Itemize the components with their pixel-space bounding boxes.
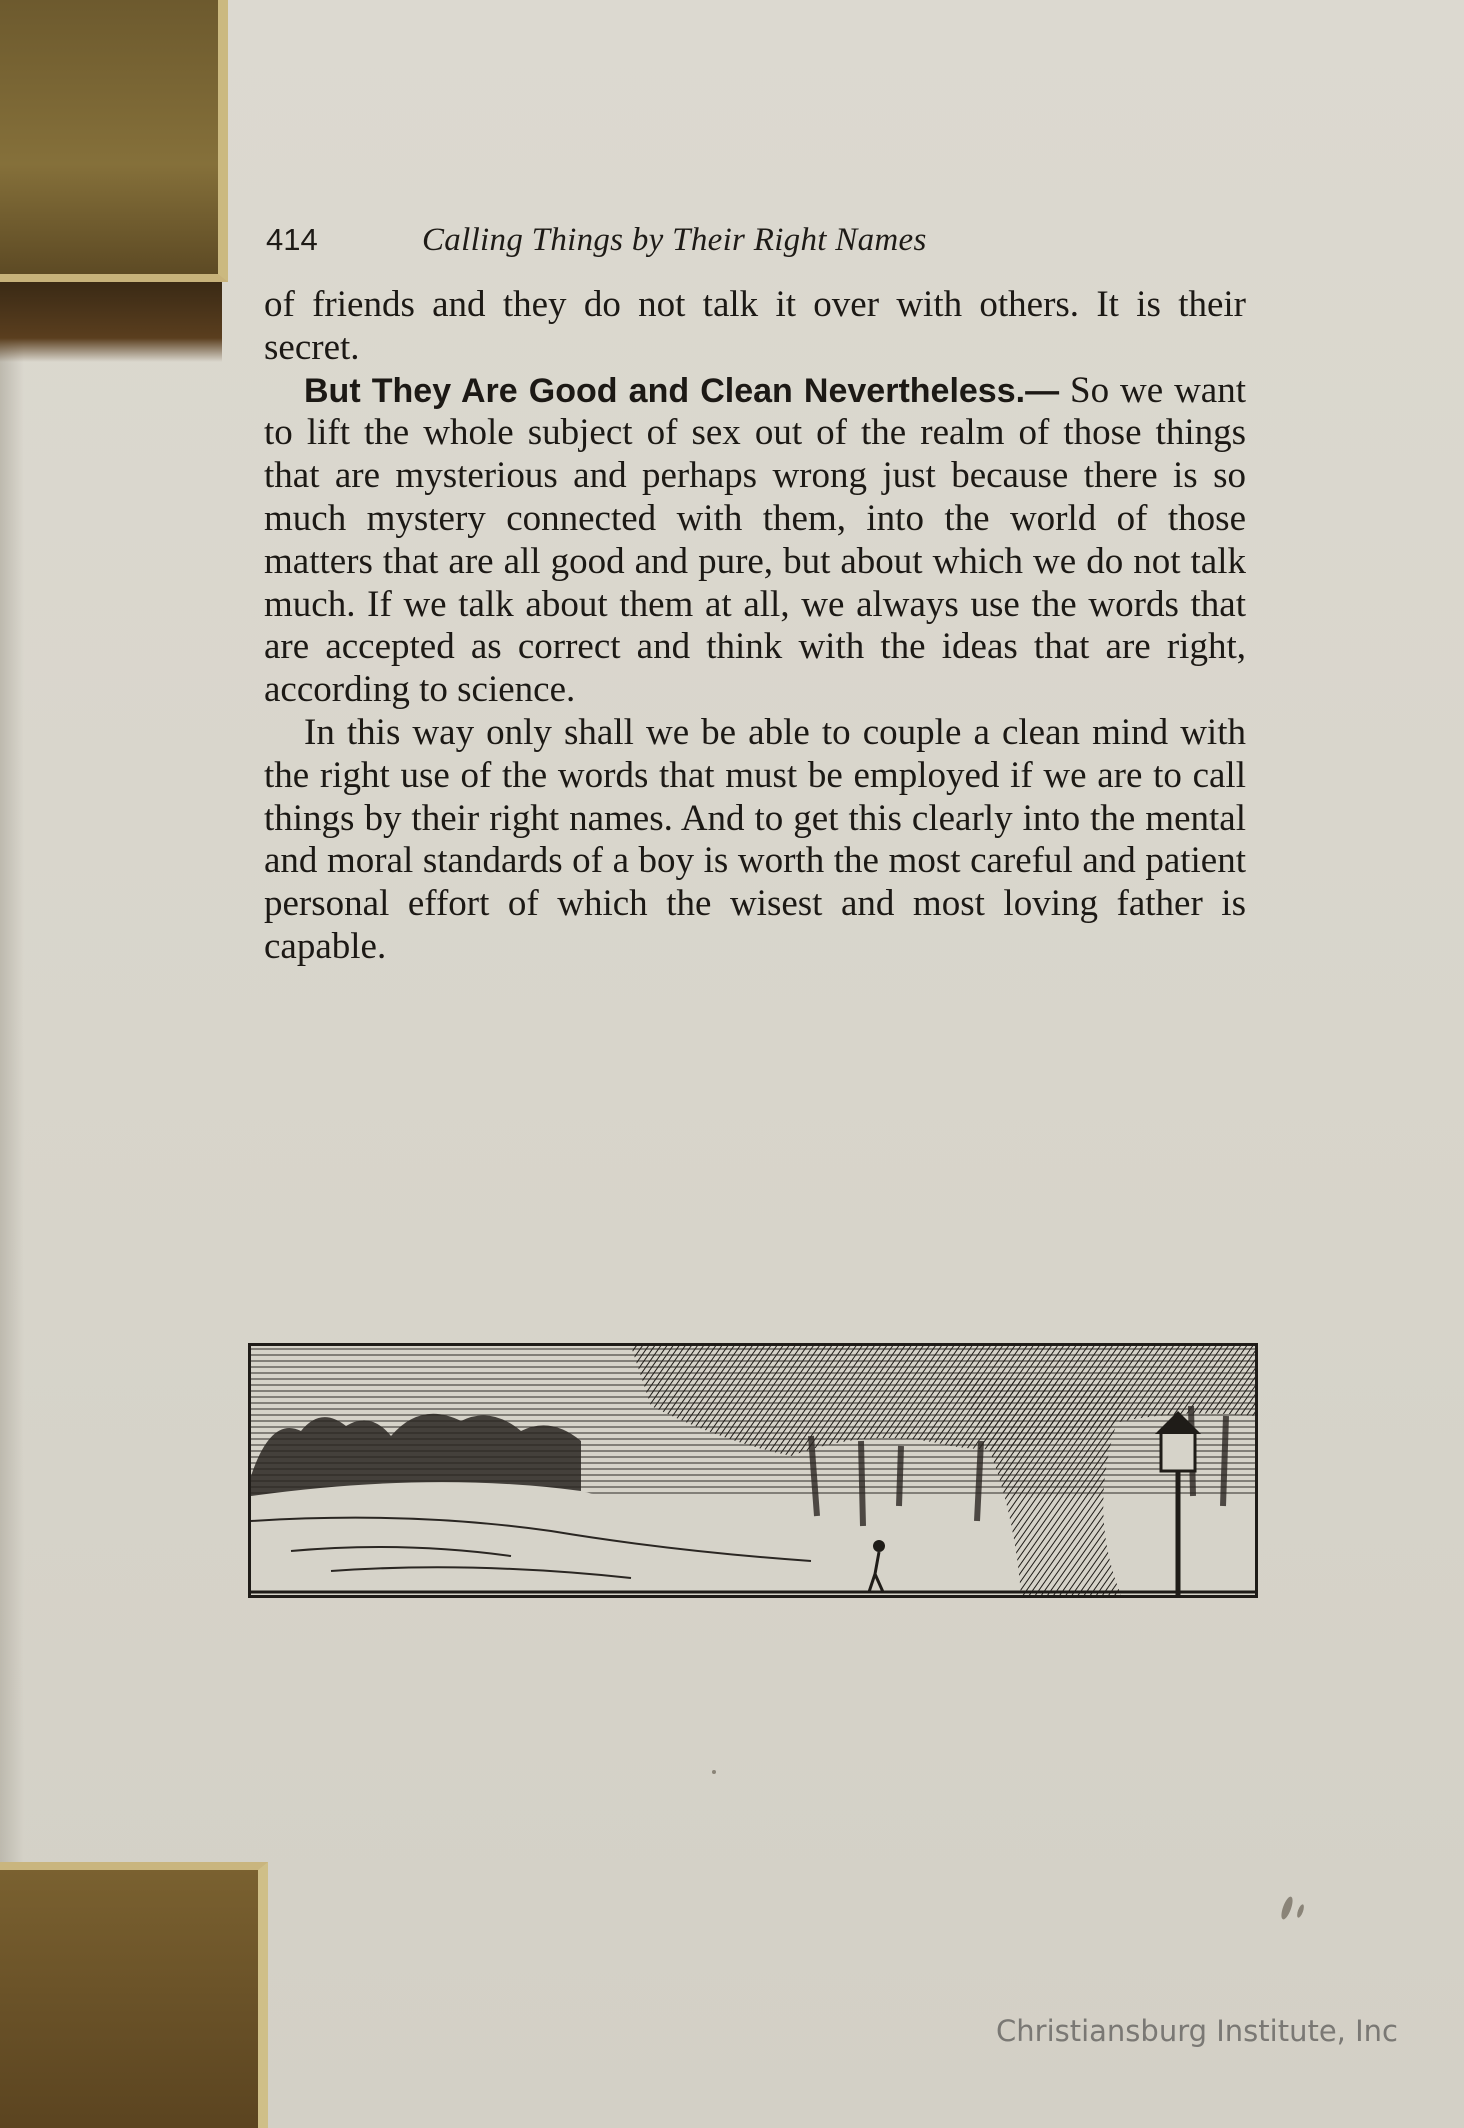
ink-speck [712, 1770, 716, 1774]
ink-speck [1296, 1904, 1305, 1919]
paragraph-section-text: So we want to lift the whole subject of sex out of the realm of those things that are mysterious and perhaps wrong just because there is so much mystery connected with them, into the world of those matters that are all good and pure, but about which we do not talk much. If we talk about them at all, we always use the words that are accepted as correct and think with the ideas that are right, according to science. [264, 369, 1247, 711]
paragraph-continued: of friends and they do not talk it over with others. It is their secret. [264, 284, 1246, 368]
paragraph-section [264, 370, 1246, 712]
binding-tab-top [0, 0, 228, 282]
paragraph-final: In this way only shall we be able to couple a clean mind with the right use of the words that must be employed if we are to call things by their right names. And to get this clearly into the mental and moral standards of a boy is worth the most careful and patient personal effort of which the wisest and most loving father is capable. [264, 711, 1246, 967]
watermark: Christiansburg Institute, Inc [996, 2014, 1398, 2048]
landscape-engraving-art [251, 1346, 1255, 1595]
running-title: Calling Things by Their Right Names [422, 222, 927, 258]
run-in-heading: But They Are Good and Clean Nevertheless.— [304, 371, 1060, 410]
page-number: 414 [266, 222, 318, 257]
binding-tab-bottom [0, 1862, 268, 2128]
binding-tab-shadow [0, 282, 222, 362]
ink-speck [1279, 1895, 1295, 1920]
body-text [264, 284, 1246, 969]
landscape-engraving [248, 1343, 1258, 1598]
running-head [266, 222, 1246, 262]
